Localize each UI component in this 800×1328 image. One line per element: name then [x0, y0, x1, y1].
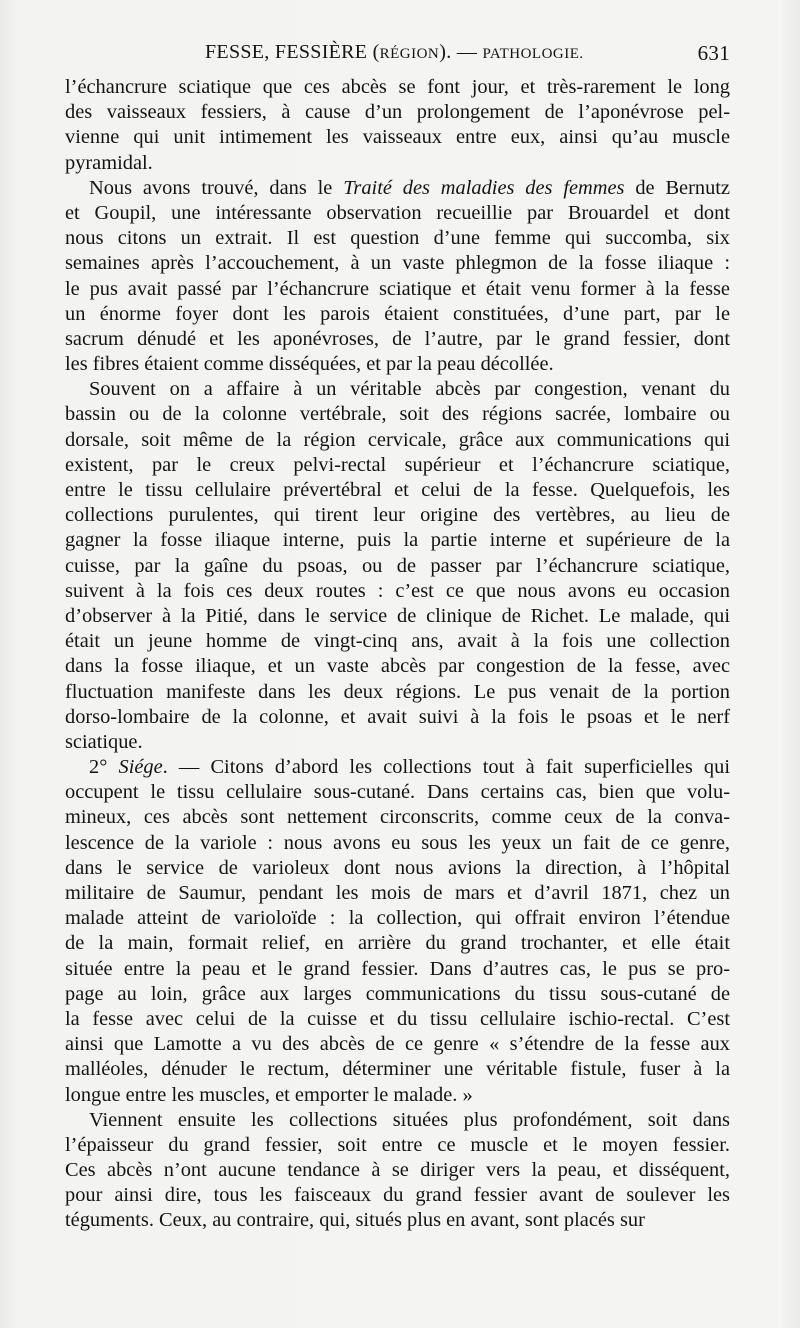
text-line: collections purulentes, qui tirent leur origine des vertèbres, au lieu de	[65, 504, 730, 527]
text-line: malade atteint de varioloïde : la collection, qui offrait environ l’étendue	[65, 907, 730, 930]
page-number: 631	[697, 41, 730, 65]
text-line: occupent le tissu cellulaire sous-cutané. Dans certains cas, bien que volu-	[65, 781, 730, 804]
text-line: l’épaisseur du grand fessier, soit entre ce muscle et le moyen fessier.	[65, 1133, 730, 1156]
text-line: militaire de Saumur, pendant les mois de mars et d’avril 1871, chez un	[65, 882, 730, 904]
text-line: la fesse avec celui de la cuisse et du tissu cellulaire ischio-rectal. C’est	[65, 1007, 730, 1030]
header-title-topic: PATHOLOGIE.	[482, 46, 584, 62]
text-line: téguments. Ceux, au contraire, qui, situés plus en avant, sont placés sur	[65, 1209, 645, 1232]
running-header	[205, 41, 730, 71]
text-line: vienne qui unit intimement les vaisseaux entre eux, ainsi qu’au muscle	[65, 126, 730, 149]
text-line: cuisse, par la gaîne du psoas, ou de passer par l’échancrure sciatique,	[65, 554, 730, 577]
text-line: des vaisseaux fessiers, à cause d’un prolongement de l’aponévrose pel-	[65, 101, 730, 124]
text-line: suivent à la fois ces deux routes : c’est ce que nous avons eu occasion	[65, 579, 730, 602]
text-line: Nous avons trouvé, dans le Traité des maladies des femmes de Bernutz	[89, 176, 730, 199]
text-line: nous citons un extrait. Il est question d’une femme qui succomba, six	[65, 227, 730, 250]
header-title-close: ). —	[439, 41, 483, 63]
paragraph	[65, 755, 730, 1108]
header-title-region: RÉGION	[379, 46, 440, 62]
text-line: gagner la fosse iliaque interne, puis la partie interne et supérieure de la	[65, 529, 730, 552]
text-line: dans la fosse iliaque, et un vaste abcès par congestion de la fesse, avec	[65, 655, 730, 678]
text-line: bassin ou de la colonne vertébrale, soit des régions sacrée, lombaire ou	[65, 403, 730, 426]
text-line: Ces abcès n’ont aucune tendance à se diriger vers la peau, et disséquent,	[65, 1159, 730, 1182]
text-line: Viennent ensuite les collections situées plus profondément, soit dans	[89, 1108, 730, 1131]
text-line: longue entre les muscles, et emporter le malade. »	[65, 1083, 473, 1106]
text-line: existent, par le creux pelvi-rectal supérieur et l’échancrure sciatique,	[65, 453, 730, 476]
text-line: pour ainsi dire, tous les faisceaux du grand fessier avant de soulever les	[65, 1184, 730, 1207]
paragraph	[65, 176, 730, 378]
text-line: de la main, formait relief, en arrière du grand trochanter, et elle était	[65, 932, 730, 955]
text-line: page au loin, grâce aux larges communications du tissu sous-cutané de	[65, 982, 730, 1005]
text-line: les fibres étaient comme disséquées, et par la peau décollée.	[65, 353, 554, 376]
text-line: entre le tissu cellulaire prévertébral et celui de la fesse. Quelquefois, les	[65, 479, 730, 501]
text-line: et Goupil, une intéressante observation recueillie par Brouardel et dont	[65, 201, 730, 224]
text-line: lescence de la variole : nous avons eu sous les yeux un fait de ce genre,	[65, 831, 730, 854]
text-line: dorso-lombaire de la colonne, et avait suivi à la fois le psoas et le nerf	[65, 705, 730, 728]
text-line: ainsi que Lamotte a vu des abcès de ce genre « s’étendre de la fesse aux	[65, 1033, 730, 1056]
paragraph	[65, 377, 730, 755]
text-line: sciatique.	[65, 730, 143, 753]
text-line: dans le service de varioleux dont nous avions la direction, à l’hôpital	[65, 856, 730, 879]
text-line: était un jeune homme de vingt-cinq ans, avait à la fois une collection	[65, 630, 730, 653]
header-title	[205, 41, 584, 64]
text-line: dorsale, soit même de la région cervicale, grâce aux communications qui	[65, 428, 730, 451]
text-line: l’échancrure sciatique que ces abcès se font jour, et très-rarement le long	[65, 76, 730, 98]
text-line: pyramidal.	[65, 151, 153, 174]
text-line: Souvent on a affaire à un véritable abcès par congestion, venant du	[89, 378, 730, 401]
text-line: le pus avait passé par l’échancrure sciatique et était venu former à la fesse	[65, 277, 730, 300]
header-title-main: FESSE, FESSIÈRE (	[205, 41, 380, 63]
text-line: semaines après l’accouchement, à un vaste phlegmon de la fosse iliaque :	[65, 252, 730, 275]
text-line: d’observer à la Pitié, dans le service de clinique de Richet. Le malade, qui	[65, 604, 730, 627]
text-line: sacrum dénudé et les aponévroses, de l’autre, par le grand fessier, dont	[65, 327, 730, 350]
text-line: située entre la peau et le grand fessier. Dans d’autres cas, le pus se pro-	[65, 957, 730, 980]
text-line: 2° Siége. — Citons d’abord les collections tout à fait superficielles qui	[89, 756, 730, 779]
text-line: un énorme foyer dont les parois étaient constituées, d’une part, par le	[65, 302, 730, 325]
paragraph	[65, 75, 730, 176]
body-text	[65, 75, 730, 1234]
paragraph	[65, 1108, 730, 1234]
text-line: mineux, ces abcès sont nettement circonscrits, comme ceux de la conva-	[65, 806, 730, 829]
text-line: malléoles, dénuder le rectum, déterminer une véritable fistule, fuser à la	[65, 1058, 730, 1081]
text-line: fluctuation manifeste dans les deux régions. Le pus venait de la portion	[65, 680, 730, 703]
